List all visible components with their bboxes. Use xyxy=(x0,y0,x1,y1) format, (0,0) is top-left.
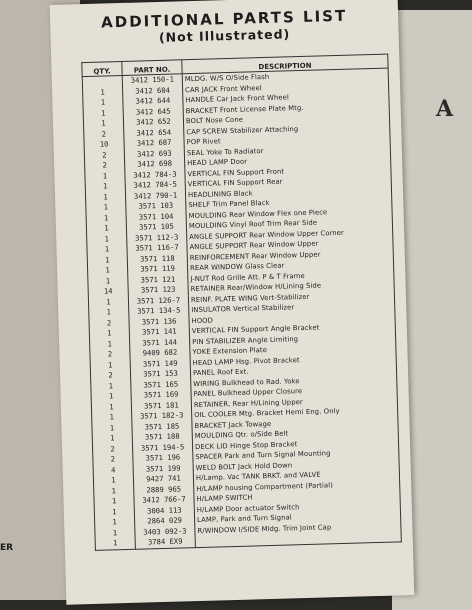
part-number-cell: 3571 103 xyxy=(126,200,186,212)
description-cell: SHELF Trim Panel Black xyxy=(186,195,392,211)
qty-cell: 2 xyxy=(92,443,132,455)
qty-cell: 1 xyxy=(91,401,131,413)
description-cell: BRACKET Jack Towage xyxy=(192,415,398,431)
description-cell: PIN STABILIZER Angle Limiting xyxy=(190,331,396,347)
part-number-cell: 2889 965 xyxy=(134,484,194,496)
description-cell: ANGLE SUPPORT Rear Window Upper xyxy=(187,236,393,252)
background-left-label: ER xyxy=(0,543,14,553)
qty-cell: 1 xyxy=(86,223,126,235)
part-number-cell: 3571 165 xyxy=(131,379,191,391)
description-cell: SEAL Yoke To Radiator xyxy=(184,142,390,158)
part-number-cell: 9409 682 xyxy=(130,347,190,359)
part-number-cell: 3571 149 xyxy=(130,358,190,370)
qty-cell: 1 xyxy=(92,422,132,434)
part-number-cell: 3571 112-3 xyxy=(127,232,187,244)
description-cell: VERTICAL FIN Support Front xyxy=(185,163,391,179)
qty-cell: 1 xyxy=(83,97,123,109)
description-cell: REINFORCEMENT Rear Window Upper xyxy=(187,247,393,263)
part-number-cell: 3412 645 xyxy=(123,106,183,118)
qty-cell: 2 xyxy=(93,454,133,466)
part-number-cell: 3571 144 xyxy=(130,337,190,349)
part-number-cell: 3784 EX9 xyxy=(135,536,195,549)
qty-cell: 4 xyxy=(93,464,133,476)
qty-cell: 1 xyxy=(95,517,135,529)
qty-cell: 2 xyxy=(85,160,125,172)
part-number-cell: 3412 784-3 xyxy=(125,169,185,181)
description-cell: YOKE Extension Plate xyxy=(190,341,396,357)
qty-cell: 2 xyxy=(84,149,124,161)
description-cell: R/WINDOW I/SIDE Mldg. Trim Joint Cap xyxy=(195,520,401,536)
part-number-cell: 3571 104 xyxy=(126,211,186,223)
description-cell: H/LAMP SWITCH xyxy=(194,488,400,504)
qty-cell: 1 xyxy=(87,254,127,266)
part-number-cell: 3571 141 xyxy=(129,326,189,338)
description-cell: MOULDING Qtr. o/Side Belt xyxy=(192,425,398,441)
part-number-cell: 3571 188 xyxy=(132,431,192,443)
qty-cell: 1 xyxy=(91,380,131,392)
part-number-cell: 3571 199 xyxy=(133,463,193,475)
qty-cell: 2 xyxy=(90,370,130,382)
qty-cell: 1 xyxy=(90,338,130,350)
part-number-cell: 3571 181 xyxy=(131,400,191,412)
qty-cell: 14 xyxy=(88,286,128,298)
description-cell: BRACKET Front License Plate Mtg. xyxy=(183,100,389,116)
qty-cell: 1 xyxy=(83,107,123,119)
part-number-cell: 3571 185 xyxy=(132,421,192,433)
qty-cell: 1 xyxy=(89,307,129,319)
qty-cell: 1 xyxy=(87,233,127,245)
description-cell: ANGLE SUPPORT Rear Window Upper Corner xyxy=(187,226,393,242)
description-cell: H/Lamp. Vac TANK BRKT. and VALVE xyxy=(193,467,399,483)
part-number-cell: 3571 119 xyxy=(127,263,187,275)
description-cell: PANEL Bulkhead Upper Closure xyxy=(191,383,397,399)
description-cell: CAP SCREW Stabilizer Attaching xyxy=(184,121,390,137)
part-number-cell: 3571 123 xyxy=(128,284,188,296)
qty-cell: 1 xyxy=(91,391,131,403)
qty-cell: 1 xyxy=(85,191,125,203)
description-cell: HOOD xyxy=(189,310,395,326)
parts-list-page xyxy=(50,0,415,605)
description-cell: INSULATOR Vertical Stabilizer xyxy=(189,299,395,315)
description-cell: HEAD LAMP Door xyxy=(185,153,391,169)
part-number-cell: 3571 116-7 xyxy=(127,242,187,254)
qty-cell: 2 xyxy=(89,317,129,329)
qty-cell: 1 xyxy=(87,265,127,277)
description-column-header: DESCRIPTION xyxy=(182,54,388,74)
qty-cell: 2 xyxy=(84,128,124,140)
description-cell: REAR WINDOW Glass Clear xyxy=(187,257,393,273)
description-cell: RETAINER, Rear H/Lining Upper xyxy=(191,394,397,410)
description-cell: HANDLE Car Jack Front Wheel xyxy=(183,90,389,106)
qty-cell: 1 xyxy=(87,244,127,256)
description-cell: REINF. PLATE WING Vert-Stabilizer xyxy=(188,289,394,305)
description-cell: BOLT Nose Cone xyxy=(183,111,389,127)
part-number-cell: 3571 153 xyxy=(130,368,190,380)
description-cell: WELD BOLT Jack Hold Down xyxy=(193,457,399,473)
description-cell: HEADLINING Black xyxy=(185,184,391,200)
qty-cell: 1 xyxy=(88,275,128,287)
part-number-cell: 3571 182-3 xyxy=(132,410,192,422)
part-number-cell: 3004 113 xyxy=(134,505,194,517)
description-cell: VERTICAL FIN Support Rear xyxy=(185,174,391,190)
qty-cell: 2 xyxy=(90,349,130,361)
qty-cell: 1 xyxy=(89,328,129,340)
description-cell: LAMP, Park and Turn Signal xyxy=(194,509,400,525)
description-cell: MOULDING Vinyl Roof Trim Rear Side xyxy=(186,215,392,231)
part-number-cell: 9427 741 xyxy=(133,473,193,485)
description-cell: HEAD LAMP Hsg. Pivot Bracket xyxy=(190,352,396,368)
part-number-cell: 2864 029 xyxy=(135,515,195,527)
qty-cell: 1 xyxy=(93,475,133,487)
description-cell: H/LAMP Door actuator Switch xyxy=(194,499,400,515)
part-number-cell: 3571 121 xyxy=(128,274,188,286)
qty-cell: 1 xyxy=(92,433,132,445)
description-cell: J-NUT Rod Grille Att. P & T Frame xyxy=(188,268,394,284)
part-number-cell: 3412 654 xyxy=(124,127,184,139)
part-number-cell: 3412 698 xyxy=(125,158,185,170)
description-cell: MLDG. W/S O/Side Flash xyxy=(182,68,388,85)
part-number-cell: 3403 092-3 xyxy=(135,526,195,538)
description-cell: MOULDING Rear Window Flex one Piece xyxy=(186,205,392,221)
page-subtitle: (Not Illustrated) xyxy=(158,26,291,45)
part-number-cell: 3412 652 xyxy=(123,116,183,128)
part-number-cell: 3571 194-5 xyxy=(132,442,192,454)
description-cell: VERTICAL FIN Support Angle Bracket xyxy=(189,320,395,336)
part-number-cell: 3571 136 xyxy=(129,316,189,328)
qty-cell: 1 xyxy=(86,212,126,224)
qty-column-header: QTY. xyxy=(82,61,122,76)
description-cell: OIL COOLER Mtg. Bracket Hemi Eng. Only xyxy=(192,404,398,420)
qty-cell: 1 xyxy=(88,296,128,308)
page-title: ADDITIONAL PARTS LIST xyxy=(100,6,348,32)
part-number-cell: 3571 105 xyxy=(126,221,186,233)
part-number-cell: 3571 134-5 xyxy=(129,305,189,317)
qty-cell: 1 xyxy=(92,412,132,424)
part-number-cell: 3412 790-1 xyxy=(125,190,185,202)
qty-cell: 1 xyxy=(94,496,134,508)
part-number-cell: 3412 644 xyxy=(123,95,183,107)
part-number-cell: 3412 687 xyxy=(124,137,184,149)
part-number-cell: 3412 766-7 xyxy=(134,494,194,506)
description-cell: DECK LID Hinge Stop Bracket xyxy=(192,436,398,452)
description-cell: SPACER Park and Turn Signal Mounting xyxy=(193,446,399,462)
background-page-letter: A xyxy=(436,96,454,122)
part-number-cell: 3412 693 xyxy=(124,148,184,160)
qty-cell: 1 xyxy=(94,506,134,518)
qty-cell: 1 xyxy=(90,359,130,371)
description-cell: H/LAMP housing Compartment (Partial) xyxy=(194,478,400,494)
part-number-cell: 3571 169 xyxy=(131,389,191,401)
part-number-cell: 3412 150-1 xyxy=(122,74,182,87)
description-cell: POP Rivet xyxy=(184,132,390,148)
qty-cell: 1 xyxy=(95,538,135,550)
part-number-cell: 3412 784-5 xyxy=(125,179,185,191)
part-number-cell: 3571 126-7 xyxy=(128,295,188,307)
qty-cell: 1 xyxy=(85,181,125,193)
qty-cell: 1 xyxy=(86,202,126,214)
qty-cell: 1 xyxy=(83,86,123,98)
part-number-cell: 3571 196 xyxy=(133,452,193,464)
qty-cell: 1 xyxy=(94,485,134,497)
part-number-column-header: PART NO. xyxy=(122,60,182,76)
description-cell: PANEL Roof Ext. xyxy=(190,362,396,378)
qty-cell: 10 xyxy=(84,139,124,151)
description-cell: WIRING Bulkhead to Rad. Yoke xyxy=(191,373,397,389)
parts-table-body xyxy=(82,68,401,550)
part-number-cell: 3571 118 xyxy=(127,253,187,265)
description-cell: CAR JACK Front Wheel xyxy=(182,79,388,95)
parts-table xyxy=(81,54,402,551)
part-number-cell: 3412 604 xyxy=(122,85,182,97)
qty-cell: 1 xyxy=(85,170,125,182)
description-cell: RETAINER Rear/Window H/Lining Side xyxy=(188,278,394,294)
qty-cell: 1 xyxy=(83,118,123,130)
qty-cell: 1 xyxy=(95,527,135,539)
